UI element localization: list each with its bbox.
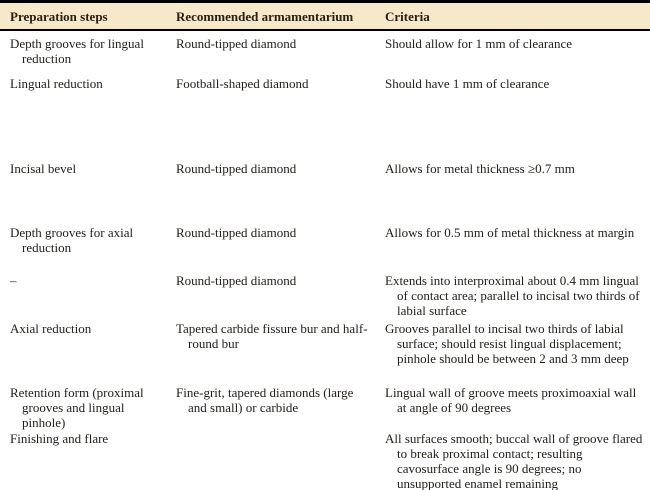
table-row xyxy=(0,321,650,385)
cell-armamentarium: Round-tipped diamond xyxy=(176,161,297,176)
cell-armamentarium: Fine-grit, tapered diamonds (large and small) or carbide xyxy=(176,385,354,415)
cell-step: Incisal bevel xyxy=(10,161,77,176)
table-row xyxy=(0,30,650,76)
cell-step: Finishing and flare xyxy=(10,431,109,446)
cell-armamentarium xyxy=(166,431,375,490)
table-row xyxy=(0,225,650,273)
cell-criteria: Allows for 0.5 mm of metal thickness at margin xyxy=(385,225,635,240)
column-header-criteria: Criteria xyxy=(375,2,650,31)
table-row xyxy=(0,385,650,431)
cell-criteria: Allows for metal thickness ≥0.7 mm xyxy=(385,161,575,176)
table-row xyxy=(0,273,650,321)
cell-step: Lingual reduction xyxy=(10,76,103,91)
cell-armamentarium: Round-tipped diamond xyxy=(176,225,297,240)
table-header-row xyxy=(0,2,650,31)
cell-step: Depth grooves for axial reduction xyxy=(10,225,134,255)
cell-criteria: Should have 1 mm of clearance xyxy=(385,76,550,91)
cell-armamentarium: Round-tipped diamond xyxy=(176,273,297,288)
cell-criteria: All surfaces smooth; buccal wall of groove flared to break proximal contact; resulting cavosurface angle is 90 degrees; no unsupported enamel remaining xyxy=(385,431,643,490)
table-row xyxy=(0,76,650,161)
cell-criteria: Should allow for 1 mm of clearance xyxy=(385,36,572,51)
column-header-recommended-armamentarium: Recommended armamentarium xyxy=(166,2,375,31)
cell-criteria: Lingual wall of groove meets proximoaxial wall at angle of 90 degrees xyxy=(385,385,637,415)
cell-criteria: Grooves parallel to incisal two thirds of labial surface; should resist lingual displacement; pinhole should be between 2 and 3 mm deep xyxy=(385,321,629,366)
column-header-preparation-steps: Preparation steps xyxy=(0,2,166,31)
cell-step: – xyxy=(10,273,17,288)
cell-step: Retention form (proximal grooves and lingual pinhole) xyxy=(10,385,144,430)
cell-criteria: Extends into interproximal about 0.4 mm lingual of contact area; parallel to incisal two thirds of labial surface xyxy=(385,273,640,318)
cell-armamentarium: Round-tipped diamond xyxy=(176,36,297,51)
table-row xyxy=(0,161,650,225)
table-row xyxy=(0,431,650,490)
cell-step: Axial reduction xyxy=(10,321,92,336)
cell-step: Depth grooves for lingual reduction xyxy=(10,36,144,66)
cell-armamentarium: Tapered carbide fissure bur and half-round bur xyxy=(176,321,368,351)
cell-armamentarium: Football-shaped diamond xyxy=(176,76,309,91)
